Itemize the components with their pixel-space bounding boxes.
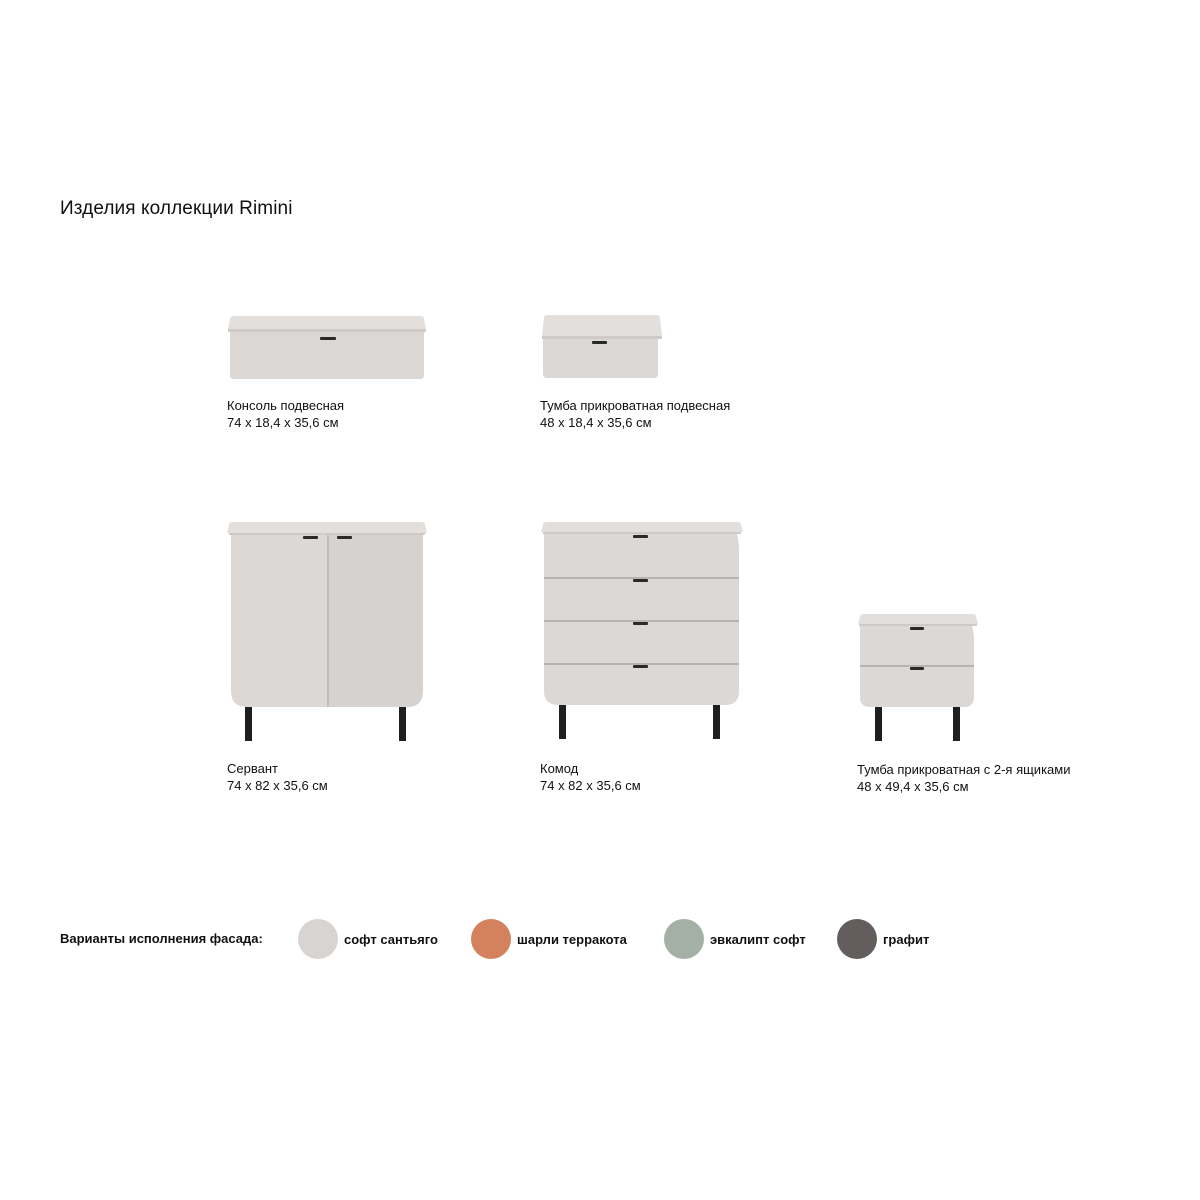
finish-option-graphite[interactable] <box>837 918 929 960</box>
product-dimensions: 74 x 82 x 35,6 см <box>540 778 641 793</box>
product-chest-image[interactable] <box>539 521 745 743</box>
product-name: Тумба прикроватная с 2-я ящиками <box>857 762 1071 777</box>
product-name: Консоль подвесная <box>227 398 345 413</box>
product-name: Сервант <box>227 761 278 776</box>
handle-icon <box>633 579 648 582</box>
product-dimensions: 48 x 49,4 x 35,6 см <box>857 779 969 794</box>
product-dimensions: 74 x 18,4 x 35,6 см <box>227 415 339 430</box>
handle-icon <box>633 535 648 538</box>
finish-name: софт сантьяго <box>344 931 438 947</box>
product-chest-caption <box>540 760 641 794</box>
wall-bedside-illustration <box>540 314 664 382</box>
finish-option-eucalyptus-soft[interactable] <box>664 918 806 960</box>
color-swatch[interactable] <box>664 919 704 959</box>
console-illustration <box>226 315 428 381</box>
leg <box>245 707 252 741</box>
color-swatch[interactable] <box>471 919 511 959</box>
leg <box>953 707 960 741</box>
handle-icon <box>633 622 648 625</box>
leg <box>559 705 566 739</box>
facade-finish-options <box>60 918 1160 960</box>
product-sideboard-caption <box>227 760 328 794</box>
product-wall-bedside-caption <box>540 397 730 431</box>
leg <box>875 707 882 741</box>
handle-icon <box>303 536 318 539</box>
product-sideboard-image[interactable] <box>225 521 429 743</box>
color-swatch[interactable] <box>298 919 338 959</box>
product-name: Комод <box>540 761 579 776</box>
finish-option-charli-terracotta[interactable] <box>471 918 627 960</box>
product-name: Тумба прикроватная подвесная <box>540 398 731 413</box>
finish-name: эвкалипт софт <box>710 931 806 947</box>
handle-icon <box>592 341 607 344</box>
bedside-2-drawers-illustration <box>856 613 980 743</box>
product-console-caption <box>227 397 344 431</box>
product-dimensions: 48 x 18,4 x 35,6 см <box>540 415 652 430</box>
product-console-image[interactable] <box>226 315 428 381</box>
sideboard-illustration <box>225 521 429 743</box>
finish-option-soft-santiago[interactable] <box>298 918 438 960</box>
finish-name: шарли терракота <box>517 931 627 947</box>
handle-icon <box>910 627 924 630</box>
color-swatch[interactable] <box>837 919 877 959</box>
product-dimensions: 74 x 82 x 35,6 см <box>227 778 328 793</box>
finish-name: графит <box>883 931 930 947</box>
handle-icon <box>910 667 924 670</box>
product-bedside-2-drawers-image[interactable] <box>856 613 980 743</box>
product-wall-bedside-image[interactable] <box>540 314 664 382</box>
handle-icon <box>633 665 648 668</box>
leg <box>399 707 406 741</box>
leg <box>713 705 720 739</box>
chest-illustration <box>539 521 745 743</box>
handle-icon <box>320 337 336 340</box>
product-bedside-2-drawers-caption <box>857 761 1070 795</box>
page-title: Изделия коллекции Rimini <box>60 198 293 219</box>
finishes-label: Варианты исполнения фасада: <box>60 931 263 946</box>
handle-icon <box>337 536 352 539</box>
